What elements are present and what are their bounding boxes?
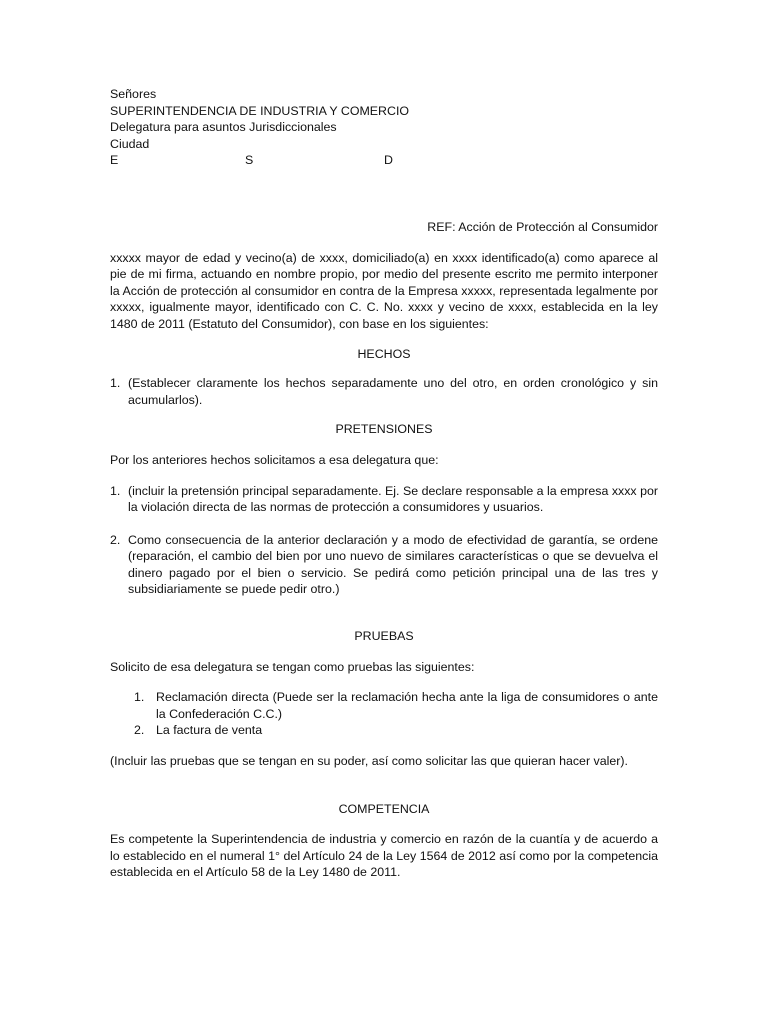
pretensiones-intro: Por los anteriores hechos solicitamos a esa delegatura que: (110, 452, 439, 467)
pretensiones-list (110, 483, 658, 599)
pruebas-intro: Solicito de esa delegatura se tengan como pruebas las siguientes: (110, 659, 475, 674)
heading-hechos: HECHOS (357, 346, 411, 361)
esd-e: E (110, 153, 119, 168)
list-item-text: (Establecer claramente los hechos separadamente uno del otro, en orden cronológico y sin acumularlos). (128, 376, 658, 407)
document-page (110, 86, 658, 881)
list-item (110, 689, 658, 722)
recipient-city: Ciudad (110, 136, 150, 151)
salutation: Señores (110, 87, 157, 101)
heading-pretensiones: PRETENSIONES (335, 422, 433, 437)
recipient-office: Delegatura para asuntos Jurisdiccionales (110, 120, 337, 135)
list-item (110, 375, 658, 408)
pruebas-note: (Incluir las pruebas que se tengan en su poder, así como solicitar las que quieran hacer valer). (110, 754, 628, 769)
intro-paragraph: xxxxx mayor de edad y vecino(a) de xxxx, domiciliado(a) en xxxx identificado(a) como aparece al pie de mi firma, actuando en nombre propio, por medio del presente escrito me permito interponer la Acción de protección al consumidor en contra de la Empresa xxxxx, representada legalmente por xxxxx, igualmente mayor, identificado con C. C. No. xxxx y vecino de xxxx, establecida en la ley 1480 de 2011 (Estatuto del Consumidor), con base en los siguientes: (110, 250, 658, 331)
list-item-text: La factura de venta (156, 723, 263, 738)
list-item-number: 1. (134, 690, 145, 705)
heading-competencia: COMPETENCIA (338, 801, 430, 816)
list-item-number: 2. (110, 532, 121, 547)
list-item-number: 2. (134, 723, 145, 738)
list-item-number: 1. (110, 483, 121, 498)
competencia-paragraph: Es competente la Superintendencia de industria y comercio en razón de la cuantía y de acuerdo a lo establecido en el numeral 1° del Artículo 24 de la Ley 1564 de 2012 así como por la competencia establecida en el Artículo 58 de la Ley 1480 de 2011. (110, 832, 658, 880)
esd-s: S (245, 153, 254, 168)
esd-line (110, 152, 658, 169)
list-item (110, 722, 658, 739)
reference-line: REF: Acción de Protección al Consumidor (427, 219, 658, 234)
list-item-text: Como consecuencia de la anterior declaración y a modo de efectividad de garantía, se ordene (reparación, el cambio del bien por uno nuevo de similares características o que se devuelva el dinero pagado por el bien o servicio. Se pedirá como petición principal una de las tres y subsidiariamente se puede pedir otro.) (128, 532, 658, 597)
esd-d: D (384, 153, 393, 168)
hechos-list (110, 375, 658, 408)
recipient-block (110, 86, 658, 169)
list-item (110, 483, 658, 516)
list-item-text: Reclamación directa (Puede ser la reclamación hecha ante la liga de consumidores o ante la Confederación C.C.) (156, 690, 658, 721)
list-item-text: (incluir la pretensión principal separadamente. Ej. Se declare responsable a la empresa xxxx por la violación directa de las normas de protección a consumidores y usuarios. (128, 483, 658, 515)
list-item-number: 1. (110, 376, 121, 391)
pruebas-list (110, 689, 658, 739)
heading-pruebas: PRUEBAS (354, 629, 414, 644)
list-item (110, 532, 658, 598)
recipient-entity: SUPERINTENDENCIA DE INDUSTRIA Y COMERCIO (110, 103, 410, 118)
